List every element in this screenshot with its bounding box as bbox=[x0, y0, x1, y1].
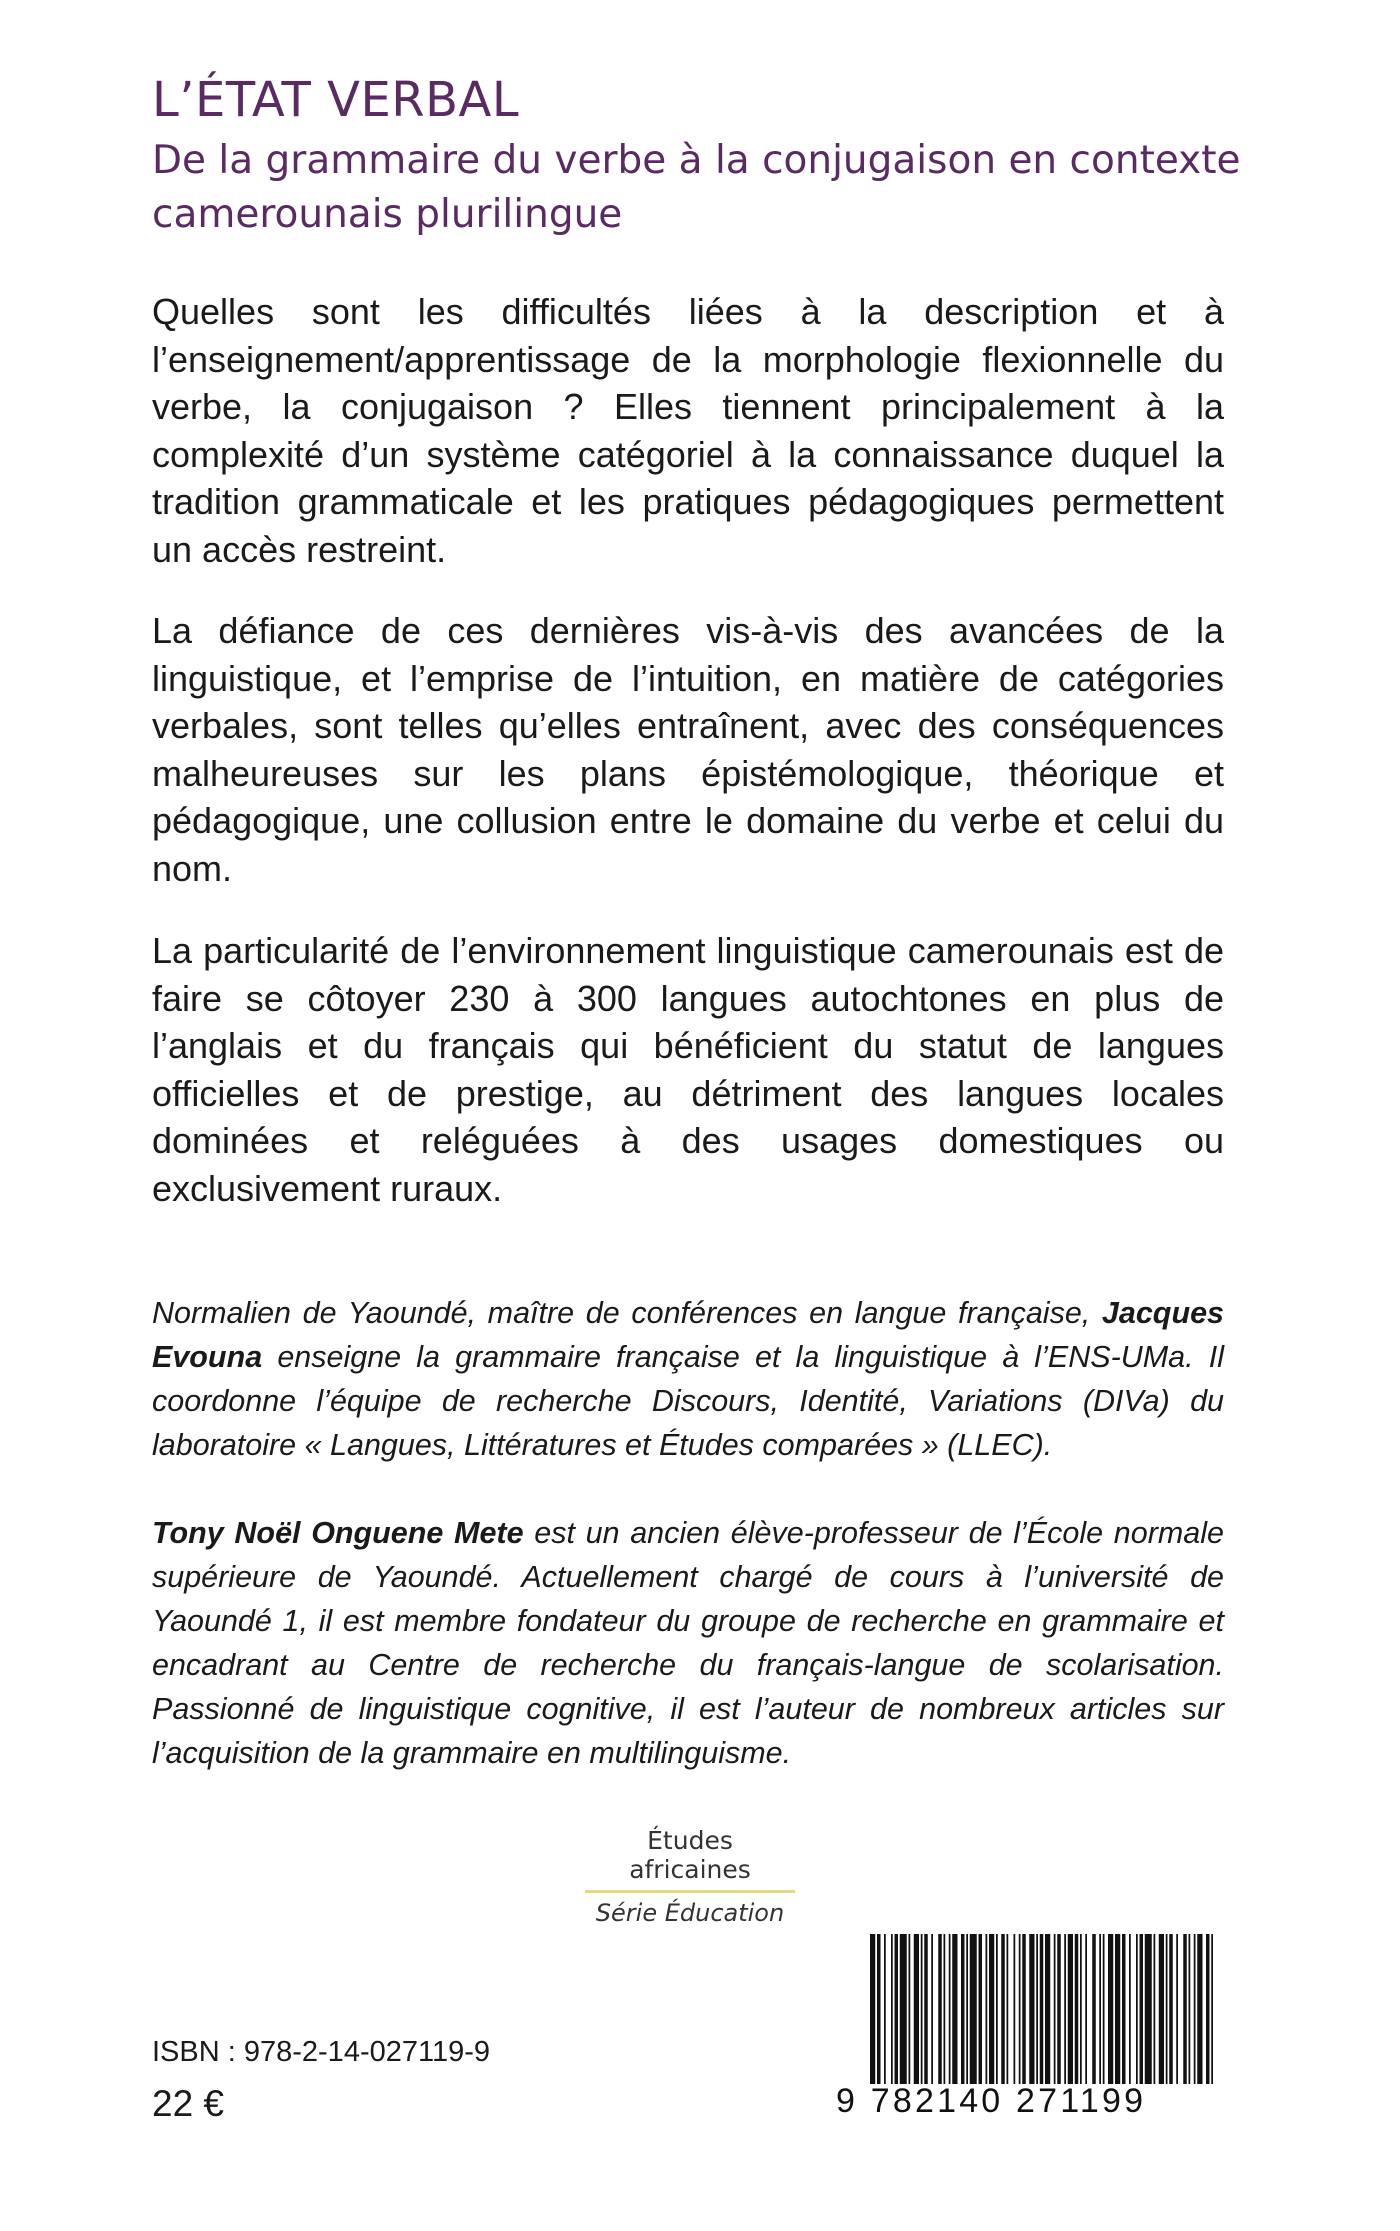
barcode-bar bbox=[924, 1934, 928, 2084]
barcode-bar bbox=[921, 1934, 923, 2084]
barcode-bar bbox=[1194, 1934, 1196, 2084]
barcode-bar bbox=[1040, 1934, 1044, 2084]
barcode-bar bbox=[1176, 1934, 1178, 2084]
barcode-bar bbox=[1206, 1934, 1210, 2084]
barcode-bar bbox=[1140, 1934, 1144, 2084]
barcode-bar bbox=[914, 1934, 919, 2084]
barcode-bar bbox=[1115, 1934, 1120, 2084]
barcode-bar bbox=[952, 1934, 957, 2084]
barcode-bar bbox=[1136, 1934, 1138, 2084]
price: 22 € bbox=[152, 2083, 225, 2124]
barcode-bar bbox=[909, 1934, 911, 2084]
author-bio-evouna bbox=[152, 1291, 1224, 1467]
barcode-bar bbox=[1045, 1934, 1050, 2084]
book-subtitle: De la grammaire du verbe à la conjugaison en contexte camerounais plurilingue bbox=[152, 138, 1241, 237]
barcode-bar bbox=[895, 1934, 899, 2084]
barcode-bar bbox=[986, 1934, 988, 2084]
barcode-bar bbox=[931, 1934, 933, 2084]
isbn: ISBN : 978-2-14-027119-9 bbox=[152, 2036, 491, 2068]
book-title: L’ÉTAT VERBAL bbox=[152, 72, 520, 128]
barcode-bar bbox=[1092, 1934, 1096, 2084]
barcode-bar bbox=[877, 1934, 881, 2084]
barcode-bar bbox=[1064, 1934, 1066, 2084]
barcode-bar bbox=[1169, 1934, 1173, 2084]
barcode-digits: 9 782140 271199 bbox=[836, 2082, 1147, 2120]
series-name: Études africaines bbox=[629, 1826, 751, 1884]
barcode-bar bbox=[1099, 1934, 1101, 2084]
barcode-bar bbox=[1014, 1934, 1016, 2084]
barcode-bar bbox=[1129, 1934, 1131, 2084]
barcode-bar bbox=[900, 1934, 907, 2084]
barcode-bar bbox=[970, 1934, 977, 2084]
barcode-bar bbox=[1211, 1934, 1213, 2084]
barcode-bar bbox=[1103, 1934, 1105, 2084]
bio-text: enseigne la grammaire française et la linguistique à l’ENS-UMa. Il coordonne l’équipe de recherche Discours, Identité, Variations (DIVa) du laboratoire « Langues, Littératures et Études comparées » (LLEC). bbox=[152, 1340, 1224, 1462]
barcode-bar bbox=[979, 1934, 983, 2084]
barcode-bar bbox=[1085, 1934, 1087, 2084]
bio-text: est un ancien élève-professeur de l’École normale supérieure de Yaoundé. Actuellement chargé de cours à l’université de Yaoundé 1, il est membre fondateur du groupe de recherche en grammaire et encadrant au Centre de recherche du français-langue de scolarisation. Passionné de linguistique cognitive, il est l’auteur de nombreux articles sur l’acquisition de la grammaire en multilinguisme. bbox=[152, 1516, 1224, 1770]
barcode-bar bbox=[944, 1934, 946, 2084]
author-name: Jacques Evouna bbox=[152, 1296, 1224, 1374]
summary-paragraph-3: La particularité de l’environnement linguistique camerounais est de faire se côtoyer 230 à 300 langues autochtones en plus de l’anglais et du français qui bénéficient du statut de langues officielles et de prestige, au détriment des langues locales dominées et reléguées à des usages domestiques ou exclusivement ruraux. bbox=[152, 930, 1224, 1209]
barcode-bar bbox=[938, 1934, 942, 2084]
barcode-bar bbox=[1108, 1934, 1113, 2084]
barcode-bar bbox=[891, 1934, 893, 2084]
barcode-bar bbox=[1001, 1934, 1005, 2084]
series-logo bbox=[585, 1826, 795, 1927]
barcode-bar bbox=[1122, 1934, 1126, 2084]
barcode-bar bbox=[966, 1934, 968, 2084]
barcode-bar bbox=[1054, 1934, 1056, 2084]
barcode-bar bbox=[1189, 1934, 1191, 2084]
author-bio-onguene bbox=[152, 1511, 1224, 1775]
barcode-bar bbox=[1029, 1934, 1034, 2084]
barcode-bar bbox=[1145, 1934, 1152, 2084]
summary-paragraph-2: La défiance de ces dernières vis-à-vis des avancées de la linguistique, et l’emprise de l’intuition, en matière de catégories verbales, sont telles qu’elles entraînent, avec des conséquences malheureuses sur les plans épistémologique, théorique et pédagogique, une collusion entre le domaine du verbe et celui du nom. bbox=[152, 610, 1224, 889]
bio-text: Normalien de Yaoundé, maître de conférences en langue française, bbox=[152, 1296, 1102, 1330]
barcode-bar bbox=[1183, 1934, 1187, 2084]
barcode-bar bbox=[1007, 1934, 1009, 2084]
barcode-bar bbox=[1036, 1934, 1038, 2084]
summary-paragraph-1: Quelles sont les difficultés liées à la description et à l’enseignement/apprentissage de la morphologie flexionnelle du verbe, la conjugaison ? Elles tiennent principalement à la complexité d’un système catégoriel à la connaissance duquel la tradition grammaticale et les pratiques pédagogiques permettent un accès restreint. bbox=[152, 291, 1224, 570]
barcode-bar bbox=[949, 1934, 951, 2084]
barcode-bar bbox=[989, 1934, 994, 2084]
barcode-bar bbox=[961, 1934, 965, 2084]
barcode-bar bbox=[1068, 1934, 1073, 2084]
barcode-bar bbox=[996, 1934, 998, 2084]
series-subtitle: Série Éducation bbox=[595, 1899, 785, 1927]
barcode-bar bbox=[1166, 1934, 1168, 2084]
barcode-bar bbox=[884, 1934, 886, 2084]
barcode-bar bbox=[1019, 1934, 1021, 2084]
barcode-bar bbox=[1080, 1934, 1082, 2084]
barcode-bar bbox=[1197, 1934, 1202, 2084]
barcode-bar bbox=[1022, 1934, 1026, 2084]
barcode-bar bbox=[1075, 1934, 1079, 2084]
barcode-bar bbox=[1159, 1934, 1164, 2084]
barcode-bar bbox=[1154, 1934, 1156, 2084]
author-name: Tony Noël Onguene Mete bbox=[152, 1516, 524, 1550]
barcode-bar bbox=[1057, 1934, 1061, 2084]
barcode-bar bbox=[870, 1934, 875, 2084]
